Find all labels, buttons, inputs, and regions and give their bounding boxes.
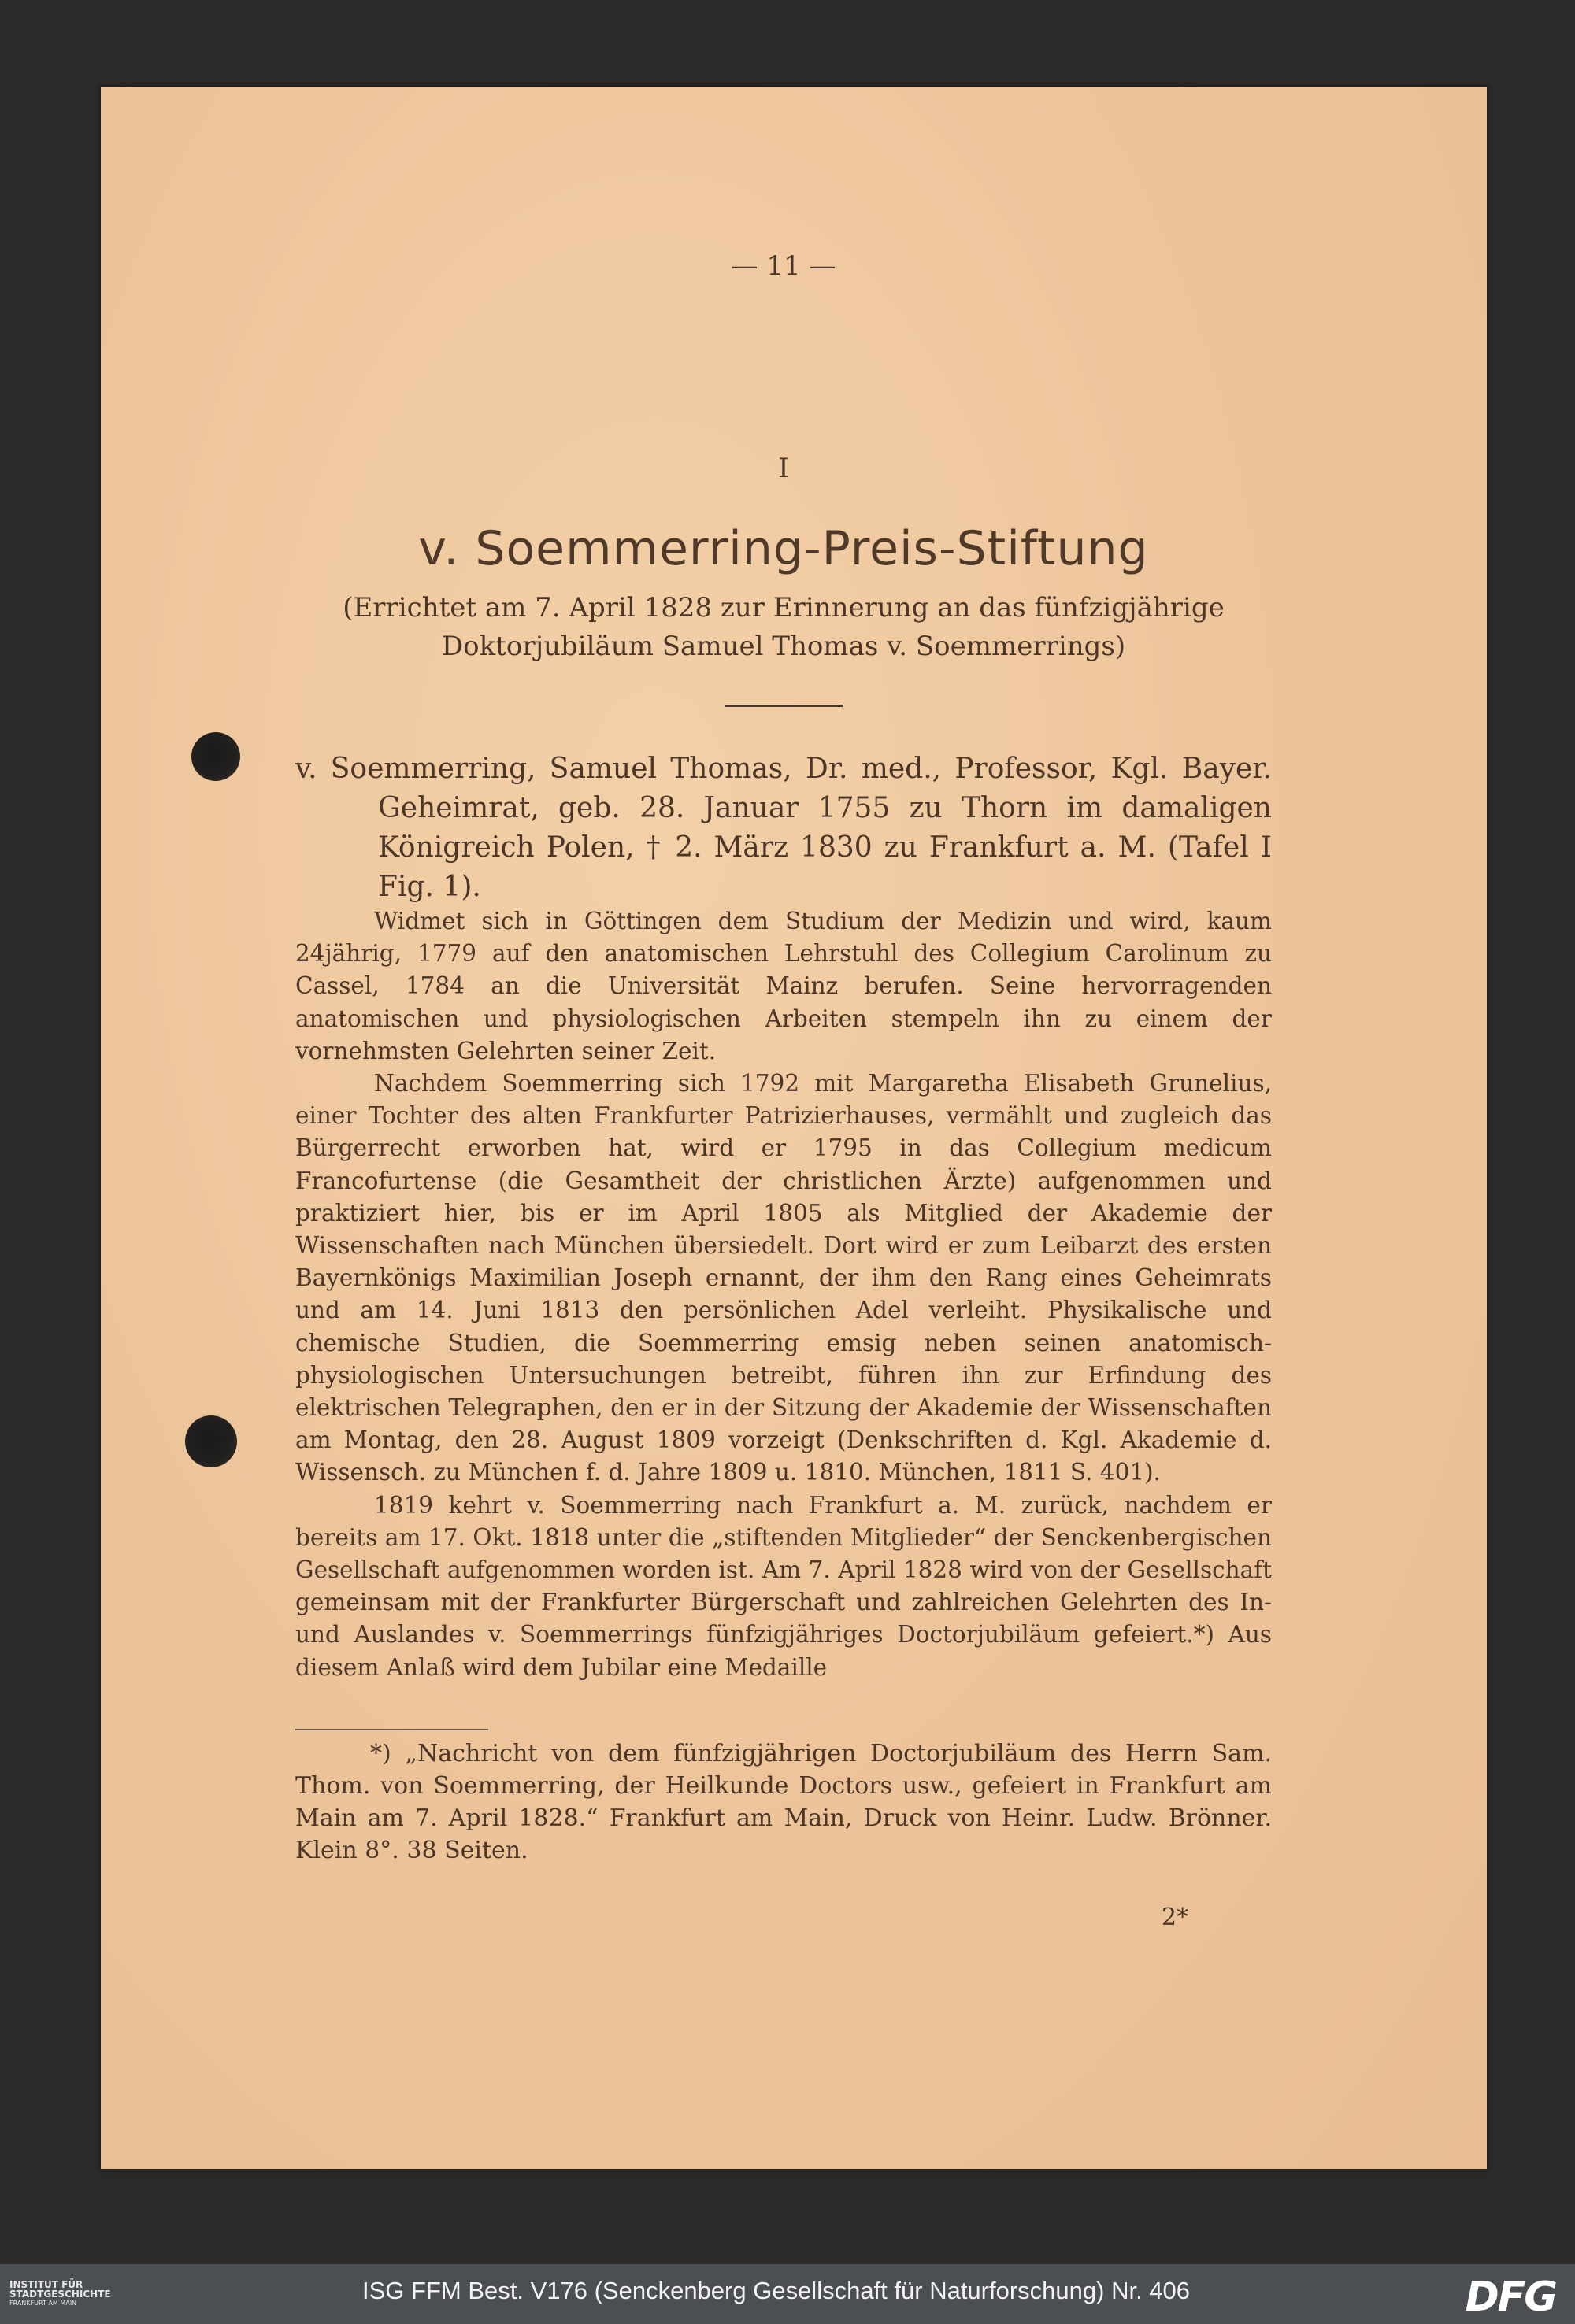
footer-bar	[0, 2264, 1575, 2324]
institute-logo: INSTITUT FÜR STADTGESCHICHTE FRANKFURT AM MAIN	[9, 2279, 111, 2307]
paragraph: Nachdem Soemmerring sich 1792 mit Margaretha Elisabeth Grunelius, einer Tochter des alten Frankfurter Patrizierhauses, vermählt und zugleich das Bürgerrecht erworben hat, wird er 1795 in das Collegium medicum Francofurtense (die Gesamtheit der christlichen Ärzte) aufgenommen und praktiziert hier, bis er im April 1805 als Mitglied der Akademie der Wissenschaften nach München übersiedelt. Dort wird er zum Leibarzt des ersten Bayernkönigs Maximilian Joseph ernannt, der ihm den Rang eines Geheimrats und am 14. Juni 1813 den persönlichen Adel verleiht. Physikalische und chemische Studien, die Soemmerring emsig neben seinen anatomisch-physiologischen Untersuchungen betreibt, führen ihn zur Erfindung des elektrischen Telegraphen, den er in der Sitzung der Akademie der Wissenschaften am Montag, den 28. August 1809 vorzeigt (Denkschriften d. Kgl. Akademie d. Wissensch. zu München f. d. Jahre 1809 u. 1810. München, 1811 S. 401).	[295, 1070, 1272, 1486]
subtitle-line: Doktorjubiläum Samuel Thomas v. Soemmerrings)	[441, 631, 1126, 662]
title-divider	[724, 705, 843, 707]
subtitle-line: (Errichtet am 7. April 1828 zur Erinnerung an das fünfzigjährige	[343, 592, 1225, 624]
page-number: — 11 —	[731, 250, 836, 282]
body-text	[295, 905, 1272, 1684]
footnote-text: *) „Nachricht von dem fünfzigjährigen Doctorjubiläum des Herrn Sam. Thom. von Soemmerring, der Heilkunde Doctors usw., gefeiert in Frankfurt am Main am 7. April 1828.“ Frankfurt am Main, Druck von Heinr. Ludw. Brönner. Klein 8°. 38 Seiten.	[295, 1740, 1272, 1864]
dfg-logo: DFG	[1465, 2274, 1556, 2321]
punch-hole	[185, 1415, 237, 1467]
biography-heading	[295, 749, 1272, 907]
source-citation: ISG FFM Best. V176 (Senckenberg Gesellschaft für Naturforschung) Nr. 406	[362, 2277, 1191, 2304]
footnote-divider	[295, 1729, 488, 1730]
signature-mark: 2*	[1162, 1904, 1189, 1931]
subtitle	[295, 589, 1272, 666]
section-number: I	[778, 453, 789, 484]
footnote	[295, 1737, 1272, 1867]
page-title: v. Soemmerring-Preis-Stiftung	[418, 521, 1149, 576]
entry-text: v. Soemmerring, Samuel Thomas, Dr. med., Professor, Kgl. Bayer. Geheimrat, geb. 28. Januar 1755 zu Thorn im damaligen Königreich Polen, † 2. März 1830 zu Frankfurt a. M. (Tafel I Fig. 1).	[295, 753, 1272, 903]
punch-hole	[191, 732, 240, 781]
paragraph: Widmet sich in Göttingen dem Studium der Medizin und wird, kaum 24jährig, 1779 auf den anatomischen Lehrstuhl des Collegium Carolinum zu Cassel, 1784 an die Universität Mainz berufen. Seine hervorragenden anatomischen und physiologischen Arbeiten stempeln ihn zu einem der vornehmsten Gelehrten seiner Zeit.	[295, 908, 1272, 1064]
paragraph: 1819 kehrt v. Soemmerring nach Frankfurt a. M. zurück, nachdem er bereits am 17. Okt. 1818 unter die „stiftenden Mitglieder“ der Senckenbergischen Gesellschaft aufgenommen worden ist. Am 7. April 1828 wird von der Gesellschaft gemeinsam mit der Frankfurter Bürgerschaft und zahlreichen Gelehrten des In- und Auslandes v. Soemmerrings fünfzigjähriges Doctorjubiläum gefeiert.*) Aus diesem Anlaß wird dem Jubilar eine Medaille	[295, 1491, 1272, 1681]
